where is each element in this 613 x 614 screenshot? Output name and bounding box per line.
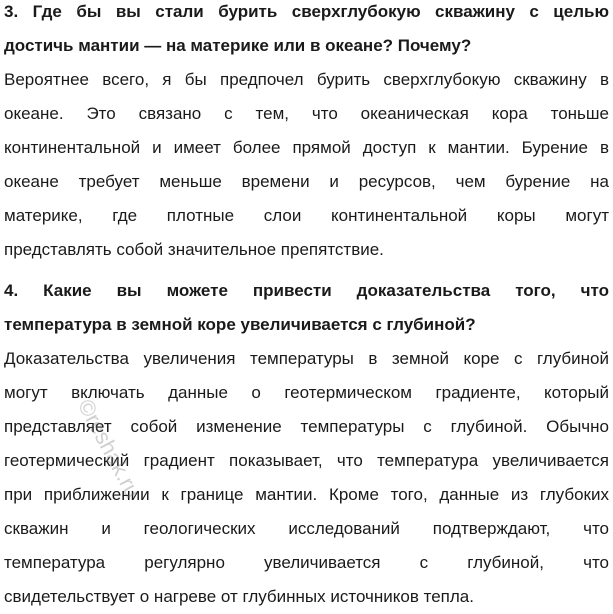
answer-line: Вероятнее всего, я бы предпочел бурить сверхглубокую скважину в xyxy=(4,70,609,89)
answer-line: представляет собой изменение температуры с глубиной. Обычно xyxy=(4,417,609,436)
heading-line: 4. Какие вы можете привести доказательства того, что xyxy=(4,281,609,300)
answer-line: могут включать данные о геотермическом градиенте, который xyxy=(4,383,609,402)
answer-line: материке, где плотные слои континентальной коры могут xyxy=(4,206,609,225)
heading-line: 3. Где бы вы стали бурить сверхглубокую скважину с целью xyxy=(4,2,609,21)
question-4-heading xyxy=(4,274,609,342)
heading-line: температура в земной коре увеличивается с глубиной? xyxy=(4,315,476,334)
answer-line: свидетельствует о нагреве от глубинных источников тепла. xyxy=(4,587,474,606)
heading-line: достичь мантии — на материке или в океане? Почему? xyxy=(4,36,472,55)
answer-line: представлять собой значительное препятствие. xyxy=(4,240,384,259)
answer-line: геотермический градиент показывает, что температура увеличивается xyxy=(4,451,609,470)
question-3-answer xyxy=(4,63,609,267)
answer-line: температура регулярно увеличивается с глубиной, что xyxy=(4,553,609,572)
answer-line: Доказательства увеличения температуры в земной коре с глубиной xyxy=(4,349,609,368)
question-3-heading xyxy=(4,0,609,63)
document xyxy=(4,0,609,614)
answer-line: океане требует меньше времени и ресурсов, чем бурение на xyxy=(4,172,609,191)
answer-line: океане. Это связано с тем, что океаническая кора тоньше xyxy=(4,104,609,123)
answer-line: при приближении к границе мантии. Кроме того, данные из глубоких xyxy=(4,485,609,504)
answer-line: континентальной и имеет более прямой доступ к мантии. Бурение в xyxy=(4,138,609,157)
question-4-answer xyxy=(4,342,609,614)
answer-line: скважин и геологических исследований подтверждают, что xyxy=(4,519,609,538)
watermark: ©reshak.ru xyxy=(72,395,146,503)
